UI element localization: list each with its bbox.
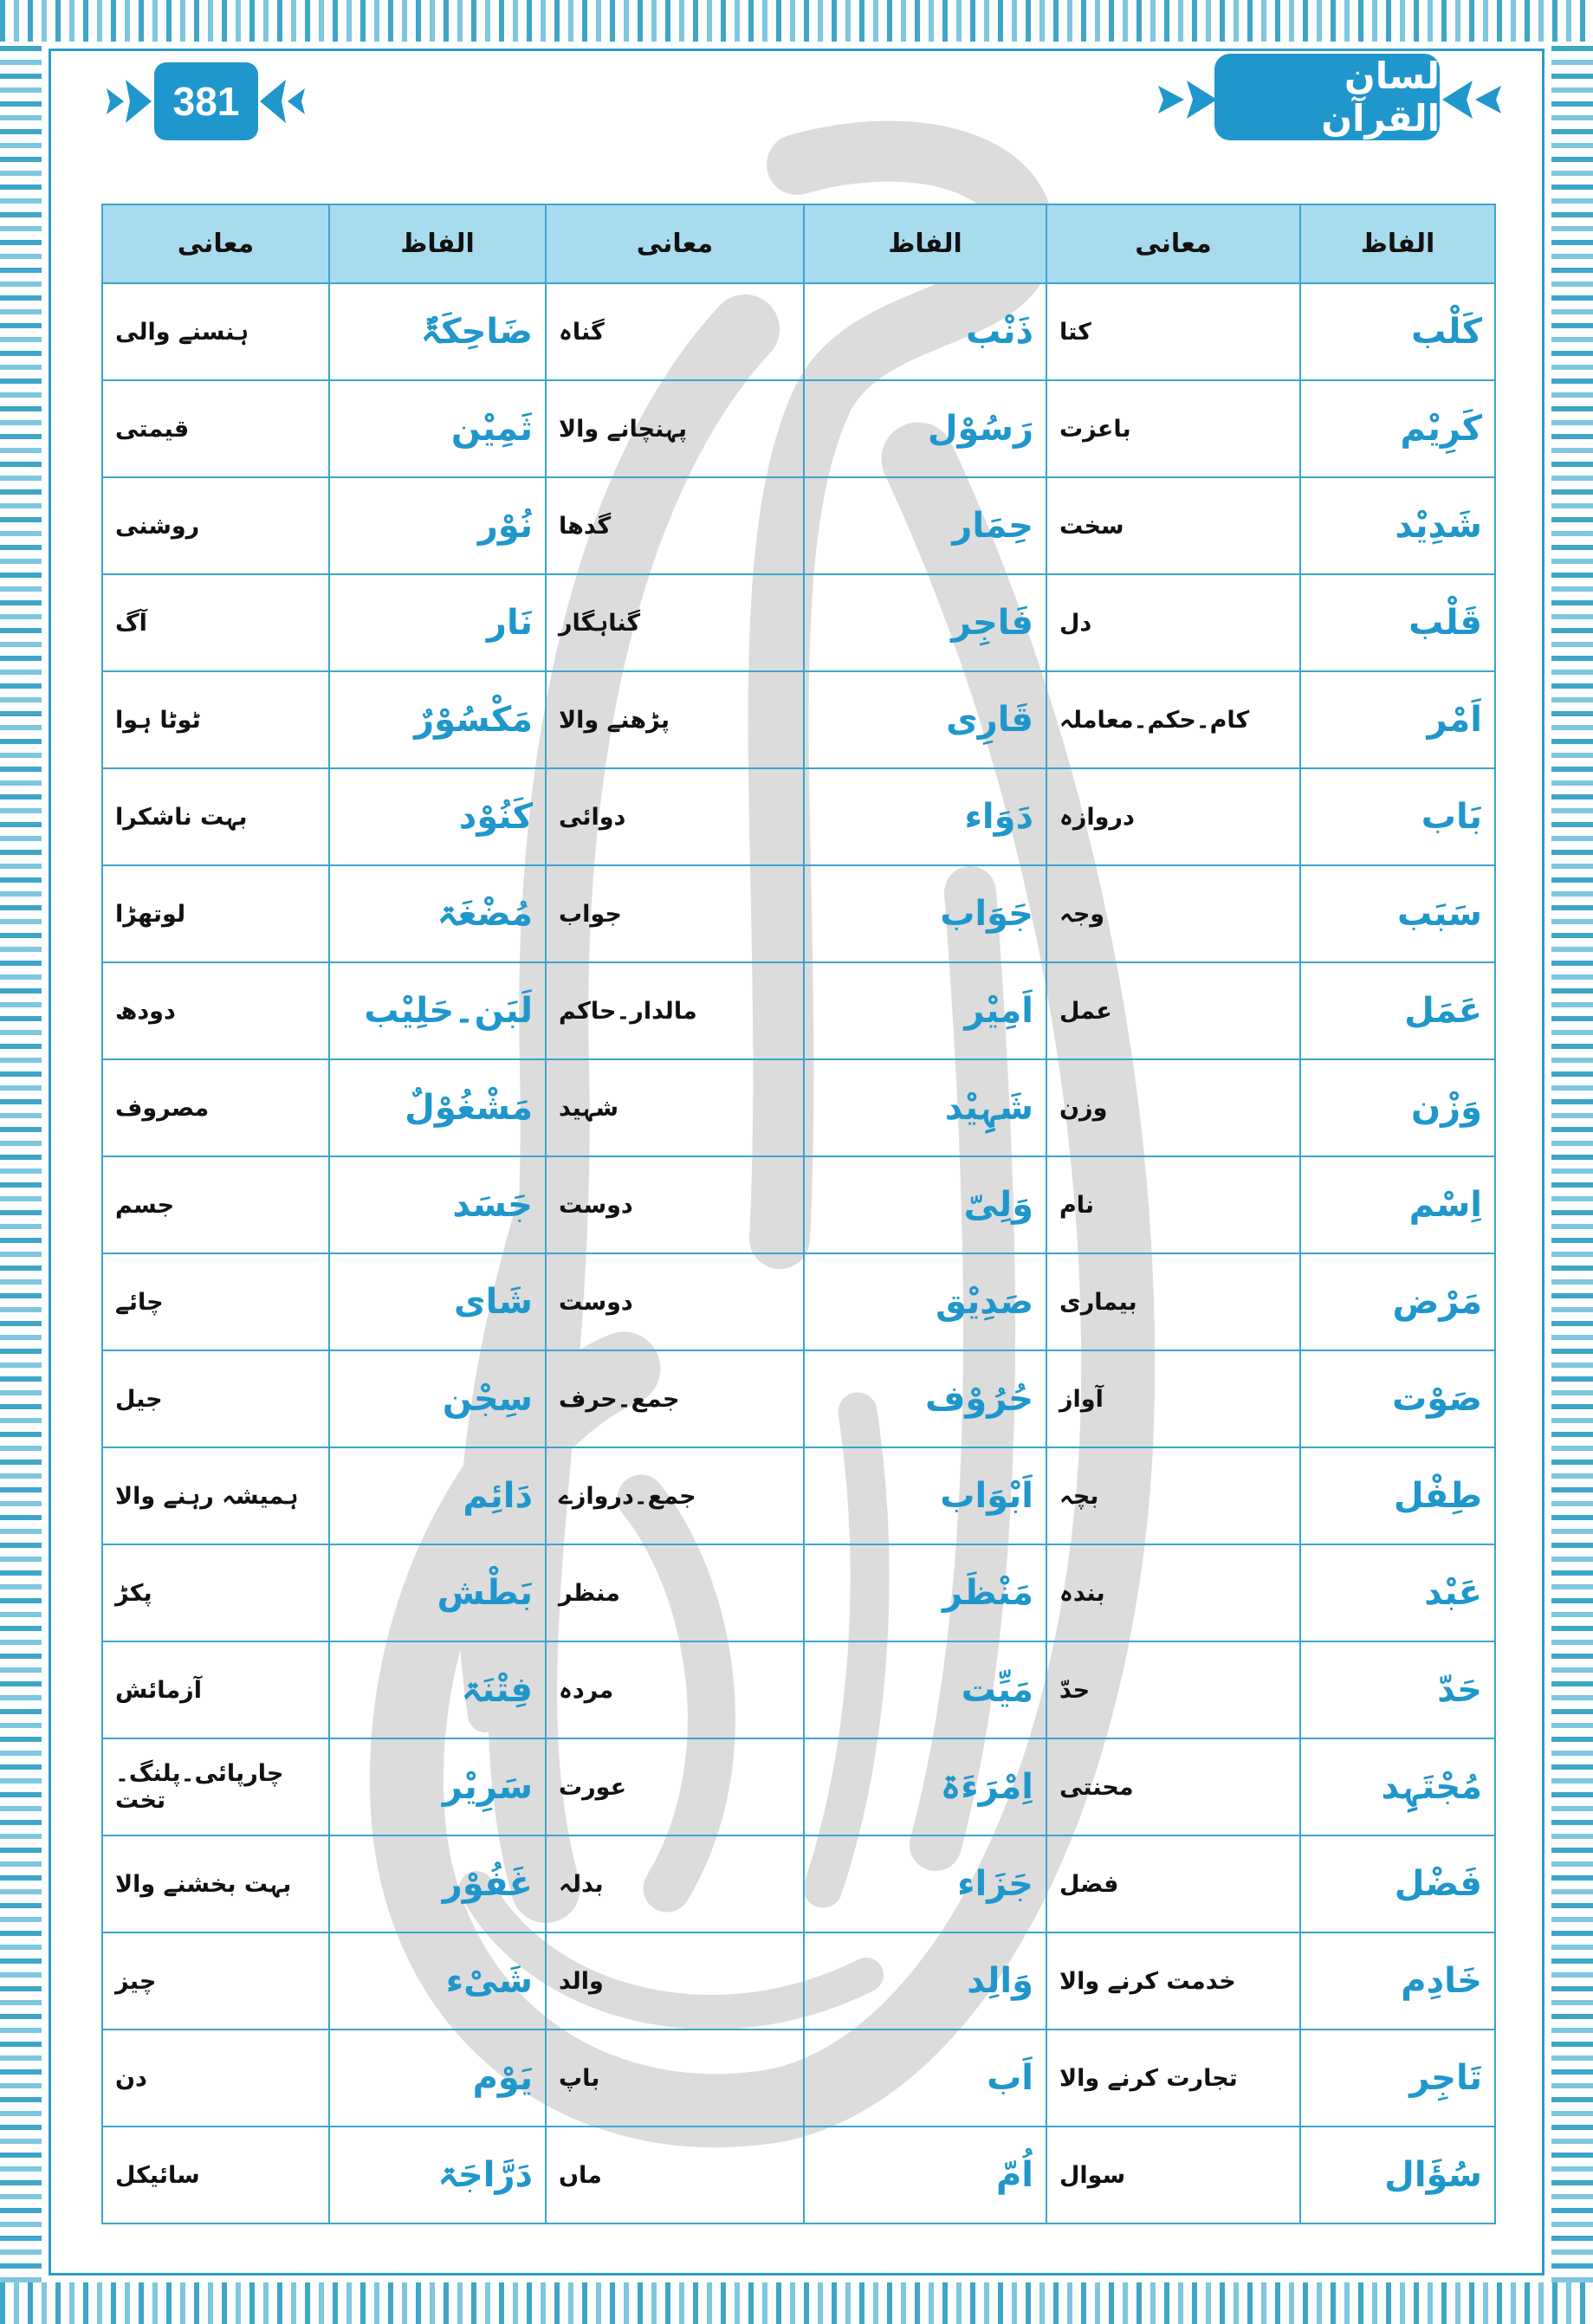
urdu-meaning-cell: دوائی <box>546 768 804 865</box>
column-header-words: الفاظ <box>804 204 1046 283</box>
urdu-meaning-cell: باپ <box>546 2029 804 2127</box>
arabic-word-cell: شَای <box>329 1253 546 1350</box>
arabic-word-cell: سَبَب <box>1300 865 1495 962</box>
urdu-meaning-cell: عمل <box>1046 962 1300 1059</box>
urdu-meaning-cell: قیمتی <box>102 380 329 477</box>
arabic-word-cell: طِفْل <box>1300 1447 1495 1544</box>
vocabulary-table <box>101 204 1496 2224</box>
table-row <box>102 1835 1495 1932</box>
urdu-meaning-cell: جمع۔حرف <box>546 1350 804 1447</box>
column-header-meanings: معانی <box>1046 204 1300 283</box>
arabic-word-cell: رَسُوْل <box>804 380 1046 477</box>
urdu-meaning-cell: لوتھڑا <box>102 865 329 962</box>
table-row <box>102 2029 1495 2127</box>
table-row <box>102 283 1495 380</box>
table-row <box>102 1544 1495 1641</box>
urdu-meaning-cell: آگ <box>102 574 329 671</box>
urdu-meaning-cell: وجہ <box>1046 865 1300 962</box>
urdu-meaning-cell: عورت <box>546 1738 804 1835</box>
arabic-word-cell: غَفُوْر <box>329 1835 546 1932</box>
arabic-word-cell: نُوْر <box>329 477 546 574</box>
urdu-meaning-cell: ٹوٹا ہوا <box>102 671 329 768</box>
urdu-meaning-cell: جسم <box>102 1156 329 1253</box>
arabic-word-cell: سِجْن <box>329 1350 546 1447</box>
table-row <box>102 1447 1495 1544</box>
urdu-meaning-cell: چائے <box>102 1253 329 1350</box>
arabic-word-cell: حِمَار <box>804 477 1046 574</box>
urdu-meaning-cell: سائیکل <box>102 2127 329 2224</box>
urdu-meaning-cell: سخت <box>1046 477 1300 574</box>
urdu-meaning-cell: ہمیشہ رہنے والا <box>102 1447 329 1544</box>
arabic-word-cell: وَالِد <box>804 1932 1046 2029</box>
arabic-word-cell: اِسْم <box>1300 1156 1495 1253</box>
arabic-word-cell: صَدِیْق <box>804 1253 1046 1350</box>
table-row <box>102 1156 1495 1253</box>
urdu-meaning-cell: منظر <box>546 1544 804 1641</box>
urdu-meaning-cell: چیز <box>102 1932 329 2029</box>
arabic-word-cell: مَنْظَر <box>804 1544 1046 1641</box>
arabic-word-cell: دَائِم <box>329 1447 546 1544</box>
arabic-word-cell: خَادِم <box>1300 1932 1495 2029</box>
urdu-meaning-cell: حدّ <box>1046 1641 1300 1738</box>
arabic-word-cell: عَمَل <box>1300 962 1495 1059</box>
table-row <box>102 865 1495 962</box>
urdu-meaning-cell: پہنچانے والا <box>546 380 804 477</box>
urdu-meaning-cell: جواب <box>546 865 804 962</box>
urdu-meaning-cell: مردہ <box>546 1641 804 1738</box>
table-row <box>102 1932 1495 2029</box>
urdu-meaning-cell: گناہ <box>546 283 804 380</box>
arabic-word-cell: اَبْوَاب <box>804 1447 1046 1544</box>
urdu-meaning-cell: دوست <box>546 1253 804 1350</box>
arabic-word-cell: جَزَاء <box>804 1835 1046 1932</box>
urdu-meaning-cell: مصروف <box>102 1059 329 1156</box>
arabic-word-cell: مُضْغَۃ <box>329 865 546 962</box>
arabic-word-cell: تَاجِر <box>1300 2029 1495 2127</box>
table-row <box>102 2127 1495 2224</box>
table-row <box>102 380 1495 477</box>
urdu-meaning-cell: بیماری <box>1046 1253 1300 1350</box>
column-header-words: الفاظ <box>1300 204 1495 283</box>
table-row <box>102 1738 1495 1835</box>
urdu-meaning-cell: دن <box>102 2029 329 2127</box>
arabic-word-cell: اَب <box>804 2029 1046 2127</box>
urdu-meaning-cell: آزمائش <box>102 1641 329 1738</box>
table-row <box>102 962 1495 1059</box>
arabic-word-cell: جَسَد <box>329 1156 546 1253</box>
urdu-meaning-cell: تجارت کرنے والا <box>1046 2029 1300 2127</box>
urdu-meaning-cell: وزن <box>1046 1059 1300 1156</box>
urdu-meaning-cell: چارپائی۔پلنگ۔تخت <box>102 1738 329 1835</box>
urdu-meaning-cell: سوال <box>1046 2127 1300 2224</box>
arabic-word-cell: کَرِیْم <box>1300 380 1495 477</box>
arabic-word-cell: مَشْغُوْلٌ <box>329 1059 546 1156</box>
arabic-word-cell: کَنُوْد <box>329 768 546 865</box>
book-title-badge: لسان القرآن <box>1214 54 1440 140</box>
urdu-meaning-cell: بہت ناشکرا <box>102 768 329 865</box>
arabic-word-cell: قَلْب <box>1300 574 1495 671</box>
table-row <box>102 768 1495 865</box>
arabic-word-cell: شَہِیْد <box>804 1059 1046 1156</box>
urdu-meaning-cell: خدمت کرنے والا <box>1046 1932 1300 2029</box>
column-header-meanings: معانی <box>102 204 329 283</box>
urdu-meaning-cell: والد <box>546 1932 804 2029</box>
title-ornament-left <box>1148 74 1217 126</box>
arabic-word-cell: دَرَّاجَۃ <box>329 2127 546 2224</box>
urdu-meaning-cell: جمع۔دروازے <box>546 1447 804 1544</box>
arabic-word-cell: سَرِیْر <box>329 1738 546 1835</box>
arabic-word-cell: اُمّ <box>804 2127 1046 2224</box>
urdu-meaning-cell: فضل <box>1046 1835 1300 1932</box>
table-header-row <box>102 204 1495 283</box>
urdu-meaning-cell: دل <box>1046 574 1300 671</box>
urdu-meaning-cell: محنتی <box>1046 1738 1300 1835</box>
table-row <box>102 671 1495 768</box>
arabic-word-cell: جَوَاب <box>804 865 1046 962</box>
arabic-word-cell: فَضْل <box>1300 1835 1495 1932</box>
arabic-word-cell: مَیِّت <box>804 1641 1046 1738</box>
arabic-word-cell: مُجْتَہِد <box>1300 1738 1495 1835</box>
arabic-word-cell: عَبْد <box>1300 1544 1495 1641</box>
page-number-ornament-right <box>260 71 312 132</box>
arabic-word-cell: اَمِیْر <box>804 962 1046 1059</box>
urdu-meaning-cell: دوست <box>546 1156 804 1253</box>
arabic-word-cell: یَوْم <box>329 2029 546 2127</box>
urdu-meaning-cell: روشنی <box>102 477 329 574</box>
column-header-words: الفاظ <box>329 204 546 283</box>
urdu-meaning-cell: ماں <box>546 2127 804 2224</box>
title-ornament-right <box>1442 74 1512 126</box>
urdu-meaning-cell: شہید <box>546 1059 804 1156</box>
urdu-meaning-cell: بچہ <box>1046 1447 1300 1544</box>
arabic-word-cell: ضَاحِکَۃٌ <box>329 283 546 380</box>
urdu-meaning-cell: بہت بخشنے والا <box>102 1835 329 1932</box>
urdu-meaning-cell: دودھ <box>102 962 329 1059</box>
table-row <box>102 1350 1495 1447</box>
arabic-word-cell: کَلْب <box>1300 283 1495 380</box>
arabic-word-cell: مَرْض <box>1300 1253 1495 1350</box>
table-row <box>102 1059 1495 1156</box>
arabic-word-cell: صَوْت <box>1300 1350 1495 1447</box>
urdu-meaning-cell: مالدار۔حاکم <box>546 962 804 1059</box>
column-header-meanings: معانی <box>546 204 804 283</box>
arabic-word-cell: مَکْسُوْرٌ <box>329 671 546 768</box>
arabic-word-cell: وَزْن <box>1300 1059 1495 1156</box>
arabic-word-cell: وَلِیّ <box>804 1156 1046 1253</box>
urdu-meaning-cell: گدھا <box>546 477 804 574</box>
arabic-word-cell: سُؤَال <box>1300 2127 1495 2224</box>
page-number-badge: 381 <box>154 62 258 140</box>
arabic-word-cell: ثَمِیْن <box>329 380 546 477</box>
urdu-meaning-cell: کتا <box>1046 283 1300 380</box>
urdu-meaning-cell: پڑھنے والا <box>546 671 804 768</box>
arabic-word-cell: فِتْنَۃ <box>329 1641 546 1738</box>
urdu-meaning-cell: ہنسنے والی <box>102 283 329 380</box>
arabic-word-cell: بَاب <box>1300 768 1495 865</box>
urdu-meaning-cell: گناہگار <box>546 574 804 671</box>
arabic-word-cell: اِمْرَءَۃ <box>804 1738 1046 1835</box>
arabic-word-cell: ذَنْب <box>804 283 1046 380</box>
arabic-word-cell: حُرُوْف <box>804 1350 1046 1447</box>
urdu-meaning-cell: جیل <box>102 1350 329 1447</box>
arabic-word-cell: قَارِی <box>804 671 1046 768</box>
arabic-word-cell: لَبَن۔حَلِیْب <box>329 962 546 1059</box>
arabic-word-cell: اَمْر <box>1300 671 1495 768</box>
arabic-word-cell: فَاجِر <box>804 574 1046 671</box>
arabic-word-cell: نَار <box>329 574 546 671</box>
urdu-meaning-cell: بدلہ <box>546 1835 804 1932</box>
urdu-meaning-cell: بندہ <box>1046 1544 1300 1641</box>
urdu-meaning-cell: باعزت <box>1046 380 1300 477</box>
table-row <box>102 1641 1495 1738</box>
table-row <box>102 477 1495 574</box>
arabic-word-cell: شَیْء <box>329 1932 546 2029</box>
urdu-meaning-cell: نام <box>1046 1156 1300 1253</box>
arabic-word-cell: حَدّ <box>1300 1641 1495 1738</box>
urdu-meaning-cell: آواز <box>1046 1350 1300 1447</box>
arabic-word-cell: شَدِیْد <box>1300 477 1495 574</box>
page-number-ornament-left <box>100 71 152 132</box>
urdu-meaning-cell: پکڑ <box>102 1544 329 1641</box>
table-row <box>102 1253 1495 1350</box>
urdu-meaning-cell: دروازہ <box>1046 768 1300 865</box>
table-row <box>102 574 1495 671</box>
arabic-word-cell: بَطْش <box>329 1544 546 1641</box>
urdu-meaning-cell: کام۔حکم۔معاملہ <box>1046 671 1300 768</box>
arabic-word-cell: دَوَاء <box>804 768 1046 865</box>
